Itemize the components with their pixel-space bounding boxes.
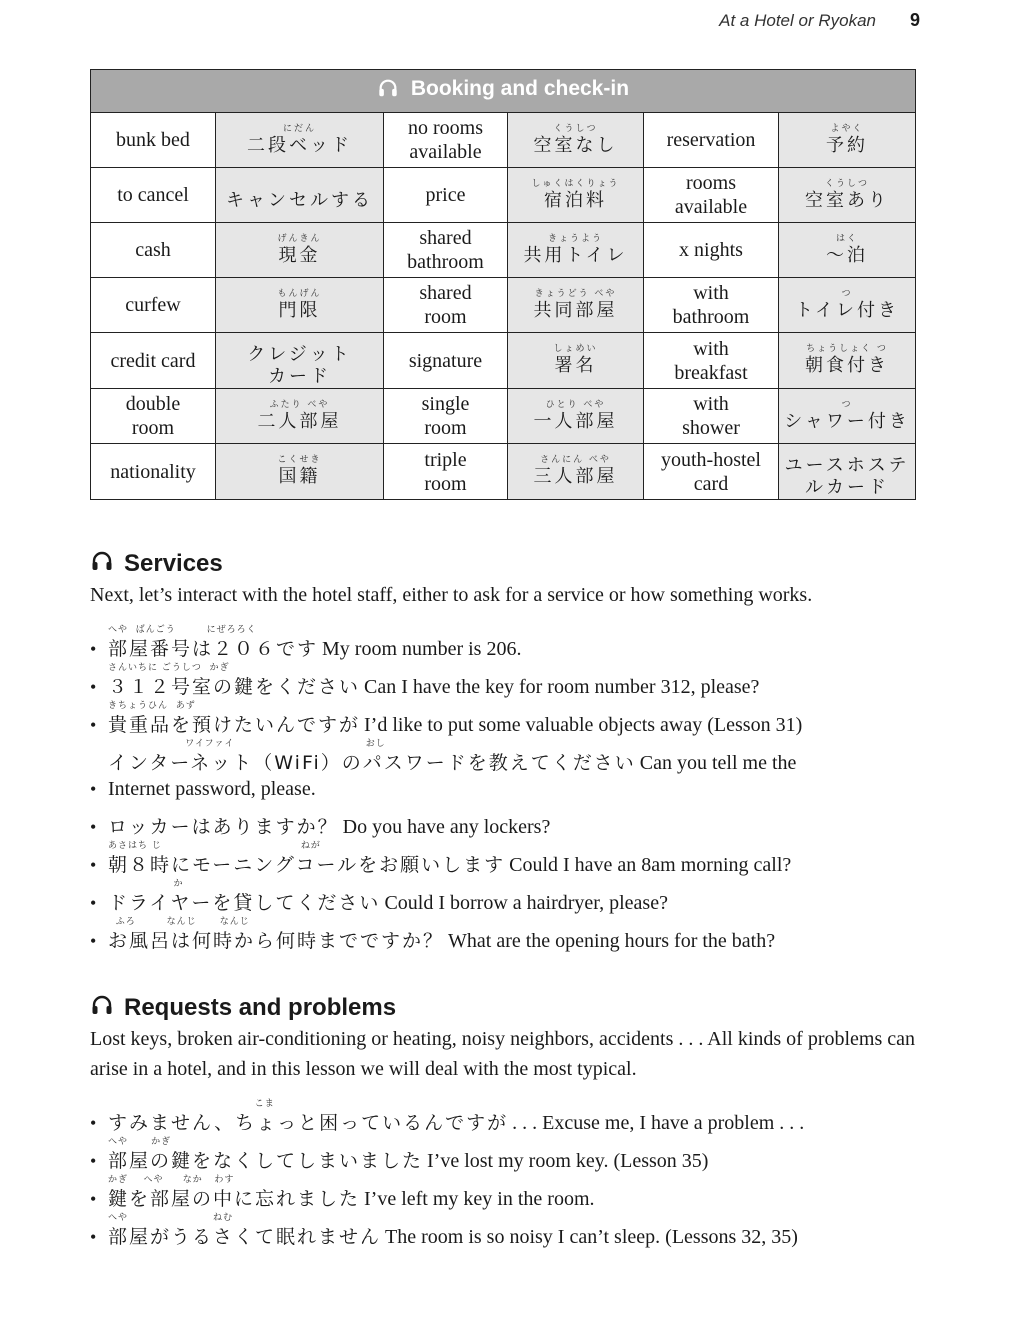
phrase-line: [108, 814, 930, 840]
phrase-japanese: すみません、ちょっと困っているんですが: [108, 1112, 509, 1134]
vocab-furigana: ちょうしょく つ: [806, 344, 888, 354]
phrase-line: [108, 928, 930, 954]
phrase-item: [90, 700, 930, 738]
vocab-japanese-text: シャワー付き: [784, 410, 910, 432]
vocab-furigana: くうしつ: [553, 123, 598, 134]
vocab-furigana: くうしつ: [825, 178, 870, 189]
vocab-japanese: [508, 389, 644, 444]
vocab-japanese-text: 空室あり: [805, 189, 889, 211]
phrase-line: [108, 636, 930, 662]
vocab-table-title: Booking and check-in: [410, 77, 630, 100]
phrase-english: Can I have the key for room number 312, please?: [364, 676, 760, 698]
vocab-english: [91, 389, 216, 444]
phrase-item: [90, 662, 930, 700]
vocab-english-text: credit card: [110, 349, 196, 372]
vocab-row: [91, 444, 916, 500]
vocab-english-text: no rooms available: [408, 117, 483, 163]
requests-heading-text: Requests and problems: [124, 994, 397, 1021]
vocab-furigana: つ: [841, 399, 853, 410]
phrase-furigana: • ふろ なんじ なんじ: [108, 917, 250, 927]
phrase-english: Can you tell me the: [639, 752, 797, 774]
vocab-row: [91, 168, 916, 223]
vocab-japanese-text: 門限: [278, 299, 321, 321]
vocab-english: [384, 113, 508, 168]
phrase-line: [108, 1148, 930, 1174]
phrase-item: [90, 738, 930, 802]
phrase-furigana: • あさはち じ ねが: [108, 841, 321, 851]
vocab-japanese-text: キャンセルする: [226, 189, 373, 211]
phrase-item: [90, 1174, 930, 1212]
vocab-furigana: ふたり べや: [269, 399, 330, 410]
phrase-line: [108, 750, 930, 776]
phrase-furigana: • こま: [108, 1099, 275, 1109]
phrase-english-continued: Internet password, please.: [108, 778, 316, 800]
vocab-english-text: cash: [135, 239, 171, 261]
phrase-furigana: • へや かぎ: [108, 1137, 172, 1147]
vocab-english-text: shared room: [419, 282, 472, 328]
vocab-english-text: to cancel: [117, 184, 189, 206]
vocab-english-text: bunk bed: [116, 129, 190, 151]
vocab-english-text: price: [425, 184, 466, 206]
vocab-english-text: reservation: [666, 129, 756, 151]
phrase-furigana: • ワイファイ おし: [108, 739, 386, 749]
vocab-english-text: shared bathroom: [407, 227, 484, 273]
phrase-line: [108, 712, 930, 738]
phrase-furigana: • へや ねむ: [108, 1213, 233, 1223]
phrase-japanese: ロッカーはありますか？: [108, 816, 339, 838]
vocab-furigana: きょうどう べや: [534, 288, 617, 299]
vocab-furigana: つ: [841, 288, 853, 299]
vocab-row: [91, 278, 916, 333]
vocab-japanese-text: トイレ付き: [794, 299, 900, 321]
vocab-japanese-text: 一人部屋: [533, 410, 618, 432]
phrase-japanese: 貴重品を預けたいんですが: [108, 714, 361, 736]
vocab-english: [91, 278, 216, 333]
vocab-japanese-text: 予約: [826, 134, 868, 156]
phrase-japanese: ３１２号室の鍵をください: [108, 676, 361, 698]
vocab-english: [91, 168, 216, 223]
vocab-japanese-text: 宿泊料: [544, 189, 607, 211]
vocab-row: [91, 333, 916, 389]
phrase-item: [90, 802, 930, 840]
vocab-japanese-text: ユースホステ ルカード: [784, 455, 910, 498]
vocab-japanese-text: 朝食付き: [805, 355, 889, 376]
phrase-english: My room number is 206.: [322, 638, 522, 660]
phrase-japanese: 朝８時にモーニングコールをお願いします: [108, 854, 506, 876]
vocab-furigana: にだん: [282, 123, 316, 134]
vocab-japanese-text: 共同部屋: [533, 299, 618, 321]
vocab-english-text: x nights: [679, 239, 743, 261]
phrase-furigana: • か: [108, 879, 184, 889]
vocab-japanese: [508, 223, 644, 278]
headphones-icon[interactable]: [90, 993, 114, 1024]
phrase-item: [90, 878, 930, 916]
vocab-furigana: こくせき: [277, 455, 322, 465]
phrase-japanese: 部屋がうるさくて眠れません: [108, 1226, 382, 1248]
vocab-furigana: しゅくはくりょう: [531, 178, 620, 189]
vocab-japanese: [216, 333, 384, 389]
vocab-japanese: [779, 223, 916, 278]
phrase-english: Could I have an 8am morning call?: [509, 854, 792, 876]
phrase-furigana: • きちょうひん あず: [108, 701, 196, 711]
phrase-line: [108, 1224, 930, 1250]
vocab-english: [644, 333, 779, 389]
vocab-japanese: [508, 333, 644, 389]
vocab-furigana: きょうよう: [547, 233, 603, 244]
vocab-english-text: double room: [125, 393, 181, 439]
vocab-english-text: with shower: [682, 393, 740, 439]
vocab-japanese: [779, 333, 916, 389]
vocab-english-text: with bathroom: [672, 282, 750, 328]
vocab-japanese: [216, 444, 384, 500]
vocab-japanese-text: 二段ベッド: [247, 134, 352, 156]
requests-intro: Lost keys, broken air-conditioning or heating, noisy neighbors, accidents . . . All kinds of problems can arise in a hotel, and in this lesson we will deal with the most typical.: [90, 1028, 915, 1080]
phrase-item: [90, 916, 930, 954]
vocab-english-text: curfew: [125, 294, 181, 316]
running-head-title: At a Hotel or Ryokan: [719, 11, 876, 30]
vocab-english: [644, 113, 779, 168]
vocab-english-text: youth-hostel card: [661, 448, 761, 495]
vocab-english: [644, 444, 779, 500]
vocab-english: [384, 333, 508, 389]
vocab-english: [644, 389, 779, 444]
running-head: [700, 10, 920, 31]
phrase-english: I’d like to put some valuable objects away (Lesson 31): [364, 714, 803, 736]
vocab-japanese: [216, 278, 384, 333]
vocab-furigana: はく: [836, 233, 859, 244]
vocab-japanese-text: 三人部屋: [533, 466, 618, 487]
phrase-japanese: ドライヤーを貸してください: [108, 892, 381, 914]
vocab-english-text: rooms available: [674, 172, 748, 218]
vocab-furigana: ひとり べや: [545, 399, 606, 410]
vocab-english: [384, 168, 508, 223]
vocab-furigana: げんきん: [277, 233, 322, 244]
vocab-row: [91, 389, 916, 444]
vocab-japanese: [508, 278, 644, 333]
services-heading: [90, 548, 930, 580]
vocab-english: [91, 333, 216, 389]
vocab-japanese-text: 共用トイレ: [523, 244, 628, 266]
vocab-english: [384, 223, 508, 278]
phrase-english: . . . Excuse me, I have a problem . . .: [512, 1112, 805, 1134]
services-intro: Next, let’s interact with the hotel staff, either to ask for a service or how something works.: [90, 584, 813, 606]
phrase-item: [90, 1136, 930, 1174]
vocab-table: [90, 69, 916, 500]
vocab-english: [384, 444, 508, 500]
phrase-japanese: 部屋の鍵をなくしてしまいました: [108, 1150, 424, 1172]
requests-list: [90, 1098, 930, 1250]
vocab-japanese: [508, 113, 644, 168]
vocab-japanese: [779, 444, 916, 500]
phrase-line: [108, 890, 930, 916]
phrase-item: [90, 624, 930, 662]
services-heading-text: Services: [124, 550, 223, 577]
vocab-japanese: [216, 113, 384, 168]
vocab-japanese: [508, 168, 644, 223]
vocab-japanese: [779, 113, 916, 168]
phrase-item: [90, 1098, 930, 1136]
phrase-english: I’ve left my key in the room.: [364, 1188, 595, 1210]
phrase-japanese: 部屋番号は２０６です: [108, 638, 319, 660]
phrase-furigana: [108, 802, 930, 814]
vocab-english: [644, 278, 779, 333]
phrase-item: [90, 1212, 930, 1250]
vocab-japanese: [216, 223, 384, 278]
phrase-line: [108, 1110, 930, 1136]
vocab-japanese-text: ～泊: [826, 244, 868, 266]
phrase-furigana: • へや ばんごう にぜろろく: [108, 625, 257, 635]
vocab-japanese-text: クレジット カード: [247, 344, 352, 387]
phrase-english: Do you have any lockers?: [342, 816, 551, 838]
vocab-japanese: [508, 444, 644, 500]
vocab-english: [91, 223, 216, 278]
phrase-japanese: 鍵を部屋の中に忘れました: [108, 1188, 361, 1210]
vocab-japanese-text: 国籍: [278, 466, 321, 487]
phrase-english: What are the opening hours for the bath?: [448, 930, 776, 952]
phrase-line: [108, 674, 930, 700]
phrase-english: The room is so noisy I can’t sleep. (Lessons 32, 35): [385, 1226, 798, 1248]
vocab-furigana: よやく: [830, 123, 864, 134]
vocab-english: [644, 223, 779, 278]
vocab-japanese: [779, 389, 916, 444]
vocab-japanese: [216, 389, 384, 444]
vocab-english-text: signature: [408, 349, 483, 372]
vocab-row: [91, 223, 916, 278]
headphones-icon[interactable]: [377, 77, 399, 105]
vocab-english: [644, 168, 779, 223]
phrase-japanese: お風呂は何時から何時までですか？: [108, 930, 445, 952]
services-list: [90, 624, 930, 954]
vocab-english-text: single room: [421, 393, 470, 439]
vocab-furigana: さんにん べや: [540, 455, 611, 465]
phrase-japanese: インターネット（WiFi）のパスワードを教えてください: [108, 752, 636, 774]
vocab-japanese: [779, 168, 916, 223]
vocab-japanese-text: 現金: [278, 244, 321, 266]
vocab-japanese-text: 空室なし: [533, 134, 618, 156]
vocab-row: [91, 113, 916, 168]
requests-section: [90, 992, 930, 1250]
vocab-english-text: with breakfast: [674, 337, 748, 384]
phrase-item: [90, 840, 930, 878]
requests-heading: [90, 992, 930, 1024]
vocab-table-header: [91, 70, 916, 113]
vocab-furigana: しょめい: [553, 344, 598, 354]
phrase-line: [108, 852, 930, 878]
vocab-english: [91, 444, 216, 500]
phrase-furigana: • かぎ へや なか わす: [108, 1175, 235, 1185]
vocab-english-text: triple room: [424, 448, 467, 495]
vocab-japanese-text: 署名: [554, 355, 597, 376]
vocab-english: [91, 113, 216, 168]
vocab-japanese-text: 二人部屋: [257, 410, 342, 432]
page-number: 9: [909, 10, 920, 30]
vocab-english-text: nationality: [110, 460, 196, 483]
phrase-english: Could I borrow a hairdryer, please?: [384, 892, 668, 914]
phrase-furigana: • さんいちに ごうしつ かぎ: [108, 663, 230, 673]
vocab-japanese: [216, 168, 384, 223]
headphones-icon[interactable]: [90, 549, 114, 580]
phrase-english: I’ve lost my room key. (Lesson 35): [427, 1150, 709, 1172]
vocab-english: [384, 389, 508, 444]
vocab-english: [384, 278, 508, 333]
vocab-japanese: [779, 278, 916, 333]
phrase-line: [108, 1186, 930, 1212]
services-section: [90, 548, 930, 954]
vocab-furigana: もんげん: [277, 288, 322, 299]
